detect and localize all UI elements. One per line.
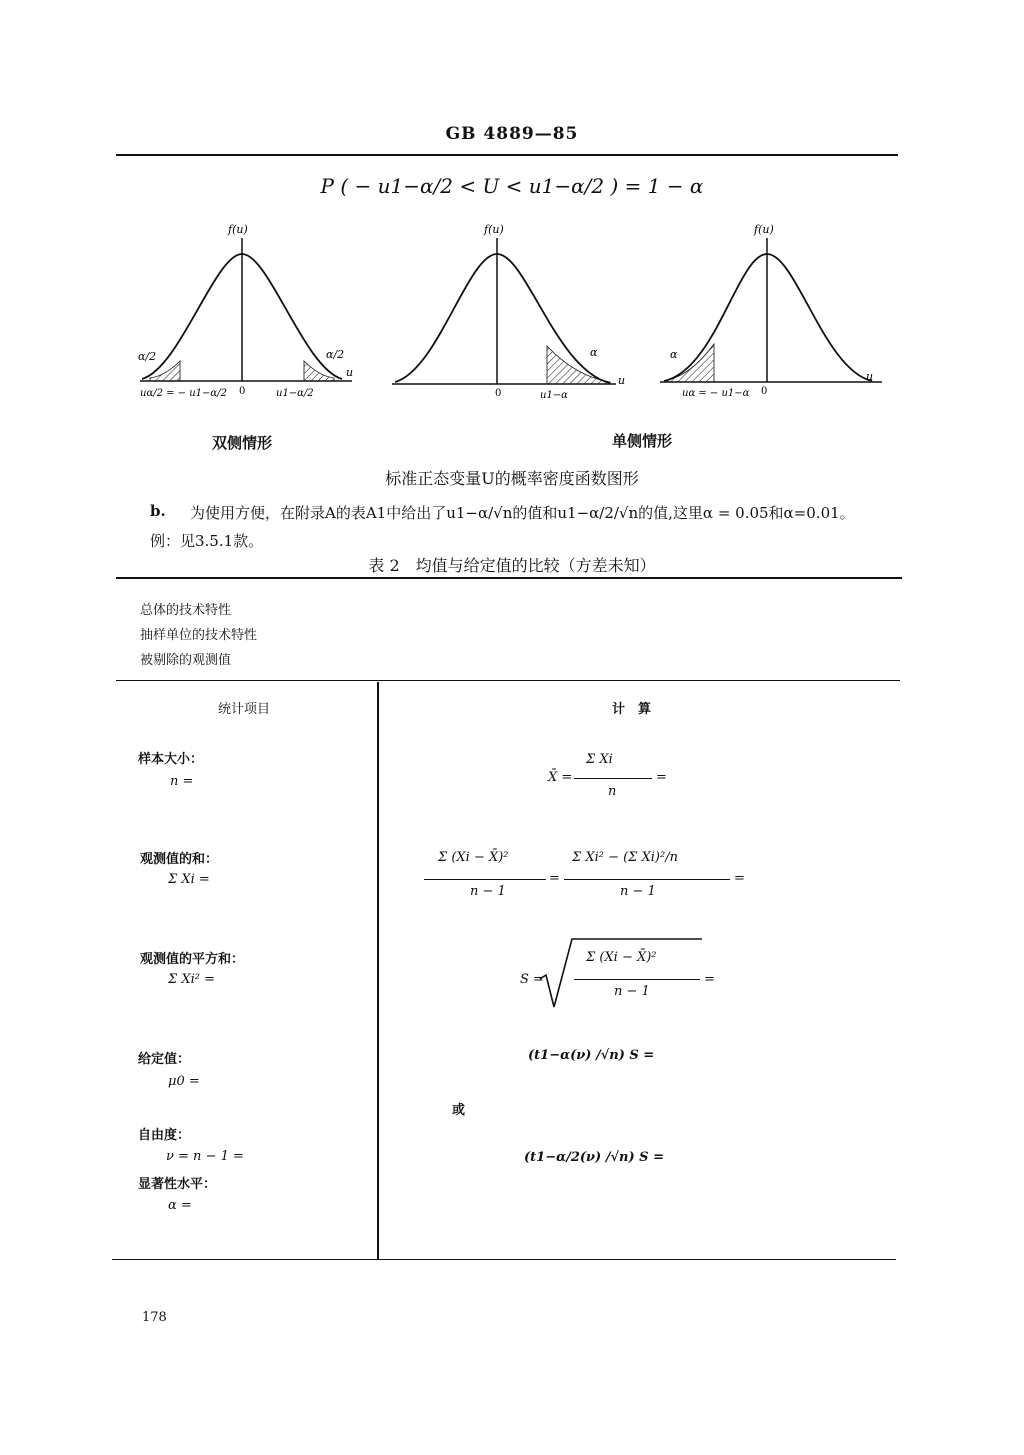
caption-one-sided: 单侧情形: [612, 432, 673, 450]
tick-zero-label: 0: [761, 386, 768, 397]
bell-curve: [395, 254, 610, 383]
t-two-sided-expr: (t1−α/2(ν) /√n) S =: [524, 1150, 664, 1165]
tick-zero-label: 0: [239, 386, 246, 397]
characteristics-list: [140, 598, 257, 673]
label-sum-obs: 观测值的和：: [140, 852, 219, 867]
tick-zero-label: 0: [495, 388, 502, 399]
s-fraction-bar: [574, 979, 700, 980]
two-sided-panel: [138, 223, 353, 399]
mean-lhs: X̄ =: [548, 770, 573, 785]
var-fraction-bar-1: [424, 879, 546, 880]
value-n: n =: [170, 774, 194, 789]
var-equals-1: =: [549, 871, 560, 886]
right-sided-panel: [392, 223, 625, 401]
normal-density-figures: [120, 218, 900, 408]
u-label: u: [866, 370, 874, 383]
table-top-rule: [116, 577, 902, 579]
tick-right-label: u1−α: [540, 390, 568, 401]
paragraph-b-text: 为使用方便，在附录A的表A1中给出了u1−α/√n的值和u1−α/2/√n的值,这里α = 0.05和α=0.01。: [190, 504, 855, 522]
paragraph-marker: b.: [150, 502, 166, 520]
table-bottom-rule: [112, 1259, 896, 1260]
table-column-divider: [377, 682, 379, 1260]
value-mu0: μ0 =: [168, 1074, 200, 1089]
label-sample-size: 样本大小：: [138, 752, 204, 767]
value-sum-xi2: Σ Xi² =: [168, 972, 215, 987]
col-header-calc: 计 算: [612, 702, 652, 717]
tail-label-right: α/2: [326, 348, 345, 361]
var-fraction-bar-2: [564, 879, 730, 880]
mean-numerator: Σ Xi: [586, 752, 613, 767]
characteristic-sampling-unit: 抽样单位的技术特性: [140, 628, 258, 643]
u-label: u: [346, 366, 354, 379]
figure-title: 标准正态变量U的概率密度函数图形: [385, 469, 639, 488]
var-numerator-2: Σ Xi² − (Σ Xi)²/n: [572, 850, 678, 865]
s-denominator: n − 1: [614, 984, 650, 999]
characteristic-population: 总体的技术特性: [140, 603, 232, 618]
s-numerator: Σ (Xi − X̄)²: [586, 950, 657, 965]
s-equals: =: [704, 972, 715, 987]
tail-right-shade: [547, 346, 610, 384]
u-label: u: [618, 374, 626, 387]
var-denominator-2: n − 1: [620, 884, 656, 899]
label-dof: 自由度：: [138, 1128, 191, 1143]
tail-label-left: α/2: [138, 350, 157, 363]
sqrt-sign-icon: [538, 935, 704, 1011]
table-title: 表 2 均值与给定值的比较（方差未知）: [368, 556, 656, 575]
characteristic-rejected: 被剔除的观测值: [140, 653, 232, 668]
bell-curve: [664, 254, 872, 381]
fu-label: f(u): [754, 223, 774, 236]
probability-formula: P ( − u1−α/2 < U < u1−α/2 ) = 1 − α: [320, 174, 704, 198]
var-numerator-1: Σ (Xi − X̄)²: [438, 850, 509, 865]
table-header-rule: [116, 680, 900, 681]
page-number: 178: [142, 1310, 167, 1325]
or-label: 或: [452, 1103, 466, 1118]
tail-label: α: [670, 348, 678, 361]
fu-label: f(u): [484, 223, 504, 236]
s-lhs: S =: [520, 972, 544, 987]
col-header-items: 统计项目: [218, 702, 271, 717]
tick-left-label: uα = − u1−α: [682, 388, 750, 399]
var-equals-2: =: [734, 871, 745, 886]
mean-equals: =: [656, 770, 667, 785]
t-one-sided-expr: (t1−α(ν) /√n) S =: [528, 1048, 655, 1063]
left-sided-panel: [660, 223, 882, 399]
label-given-value: 给定值：: [138, 1052, 191, 1067]
standard-code-header: GB 4889—85: [445, 124, 579, 144]
tick-left-label: uα/2 = − u1−α/2: [140, 388, 227, 399]
label-sum-sq: 观测值的平方和：: [140, 952, 245, 967]
example-line: 例：见3.5.1款。: [150, 532, 264, 550]
tick-right-label: u1−α/2: [276, 388, 314, 399]
tail-label: α: [590, 346, 598, 359]
value-sum-xi: Σ Xi =: [168, 872, 210, 887]
caption-two-sided: 双侧情形: [212, 434, 273, 452]
var-denominator-1: n − 1: [470, 884, 506, 899]
mean-fraction-bar: [574, 778, 652, 779]
label-sig-level: 显著性水平：: [138, 1177, 217, 1192]
header-rule: [116, 154, 898, 156]
value-alpha: α =: [168, 1198, 192, 1213]
mean-denominator: n: [608, 784, 617, 799]
fu-label: f(u): [228, 223, 248, 236]
value-nu: ν = n − 1 =: [166, 1149, 244, 1164]
